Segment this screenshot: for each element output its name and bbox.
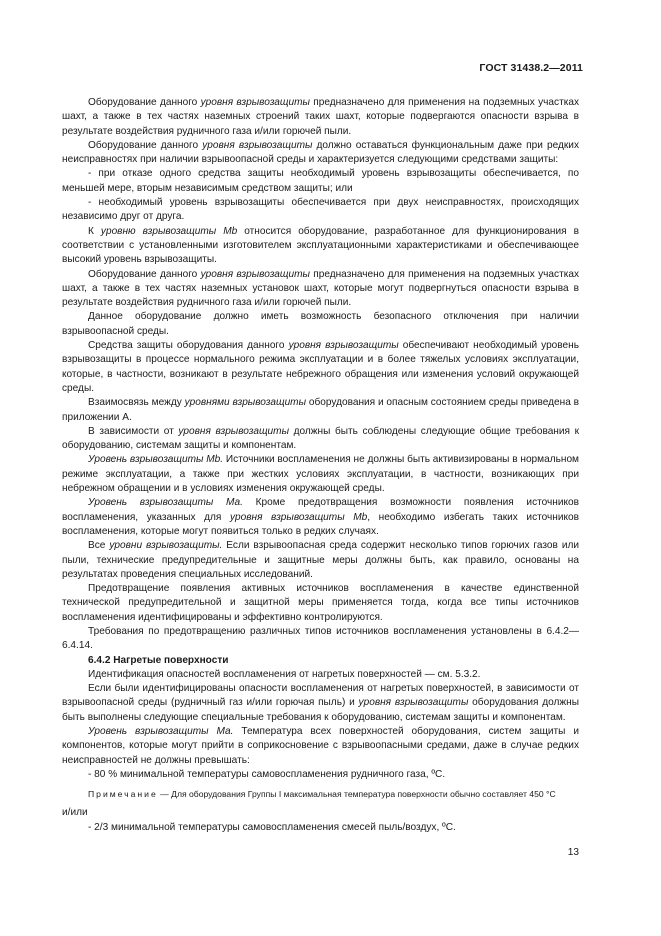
- paragraph: Все уровни взрывозащиты. Если взрывоопасная среда содержит несколько типов горючих газов или пыли, технические предупредительные и защитные меры должны быть, как правило, основаны на результатах проведения специальных исследований.: [62, 540, 579, 580]
- paragraph: В зависимости от уровня взрывозащиты должны быть соблюдены следующие общие требования к оборудованию, системам защиты и компонентам.: [62, 425, 580, 452]
- paragraph: К уровню взрывозащиты Mb относится оборудование, разработанное для функционирования в соответствии с установленными изготовителем эксплуатационными характеристиками и обеспечивающее высокий уровень взрывозащиты.: [62, 225, 579, 266]
- paragraph: Данное оборудование должно иметь возможность безопасного отключения при наличии взрывоопасной среды.: [62, 311, 579, 337]
- paragraph: Средства защиты оборудования данного уровня взрывозащиты обеспечивают необходимый уровень взрывозащиты в процессе нормального режима эксплуатации и в более тяжелых условиях эксплуатации, которые, в частности, возникают в результате небрежного обращения или изменения условий окружающей среды.: [62, 340, 579, 394]
- section-heading: 6.4.2 Нагретые поверхности: [88, 654, 229, 666]
- paragraph: и/или: [62, 807, 88, 819]
- paragraph: Если были идентифицированы опасности воспламенения от нагретых поверхностей, в зависимости от взрывоопасной среды (рудничный газ и/или горючая пыль) и уровня взрывозащиты оборудования должны быть выполнены следующие специальные требования к оборудованию, системам защиты и компонентам.: [62, 683, 579, 723]
- paragraph: Уровень взрывозащиты Ma. Температура всех поверхностей оборудования, систем защиты и компонентов, которые могут прийти в соприкосновение с взрывоопасными средами, даже в случае редких неисправностей не должны превышать:: [62, 726, 579, 766]
- paragraph: Оборудование данного уровня взрывозащиты должно оставаться функциональным даже при редких неисправностях при наличии взрывоопасной среды и характеризуется следующими средствами защиты:: [62, 139, 579, 166]
- document-header: ГОСТ 31438.2—2011: [479, 62, 583, 74]
- paragraph: Оборудование данного уровня взрывозащиты предназначено для применения на подземных участках шахт, а также в тех частях наземных установок шахт, которые могут подвергнуться опасности взрыва в результате воздействия рудничного газа и/или горючей пыли.: [62, 268, 579, 309]
- paragraph: Оборудование данного уровня взрывозащиты предназначено для применения на подземных участках шахт, а также в тех частях наземных строений таких шахт, которые подвергаются опасности взрыва в результате воздействия рудничного газа и/или горючей пыли.: [62, 97, 579, 137]
- paragraph: Уровень взрывозащиты Mb. Источники воспламенения не должны быть активизированы в нормальном режиме эксплуатации, а также при жестких условиях эксплуатации, в частности, возникающих при небрежном обращении и в условиях изменения окружающей среды.: [62, 454, 579, 495]
- paragraph: - необходимый уровень взрывозащиты обеспечивается при двух неисправностях, происходящих независимо друг от друга.: [62, 197, 579, 223]
- paragraph: Взаимосвязь между уровнями взрывозащиты оборудования и опасным состоянием среды приведена в приложении А.: [62, 397, 580, 423]
- paragraph: Идентификация опасностей воспламенения от нагретых поверхностей — см. 5.3.2.: [88, 668, 481, 680]
- paragraph: - при отказе одного средства защиты необходимый уровень взрывозащиты обеспечивается, по меньшей мере, вторым независимым средством защиты; или: [62, 168, 579, 194]
- page-number: 13: [567, 847, 579, 858]
- paragraph: - 80 % минимальной температуры самовоспламенения рудничного газа, ºC.: [88, 768, 446, 780]
- document-body: [62, 96, 579, 835]
- paragraph: Предотвращение появления активных источников воспламенения в качестве единственной технической предупредительной и защитной меры применяется тогда, когда все типы источников воспламенения идентифицированы и эффективно контролируются.: [62, 583, 579, 623]
- note: Примечание — Для оборудования Группы I максимальная температура поверхности обычно составляет 450 °C: [88, 789, 556, 800]
- paragraph: - 2/3 минимальной температуры самовоспламенения смесей пыль/воздух, ºC.: [88, 821, 456, 833]
- paragraph: Требования по предотвращению различных типов источников воспламенения установлены в 6.4.2—6.4.14.: [62, 625, 579, 652]
- paragraph: Уровень взрывозащиты Ma. Кроме предотвращения возможности появления источников воспламенения, указанных для уровня взрывозащиты Mb, необходимо избегать таких источников воспламенения, которые могут появиться только в редких случаях.: [62, 497, 579, 537]
